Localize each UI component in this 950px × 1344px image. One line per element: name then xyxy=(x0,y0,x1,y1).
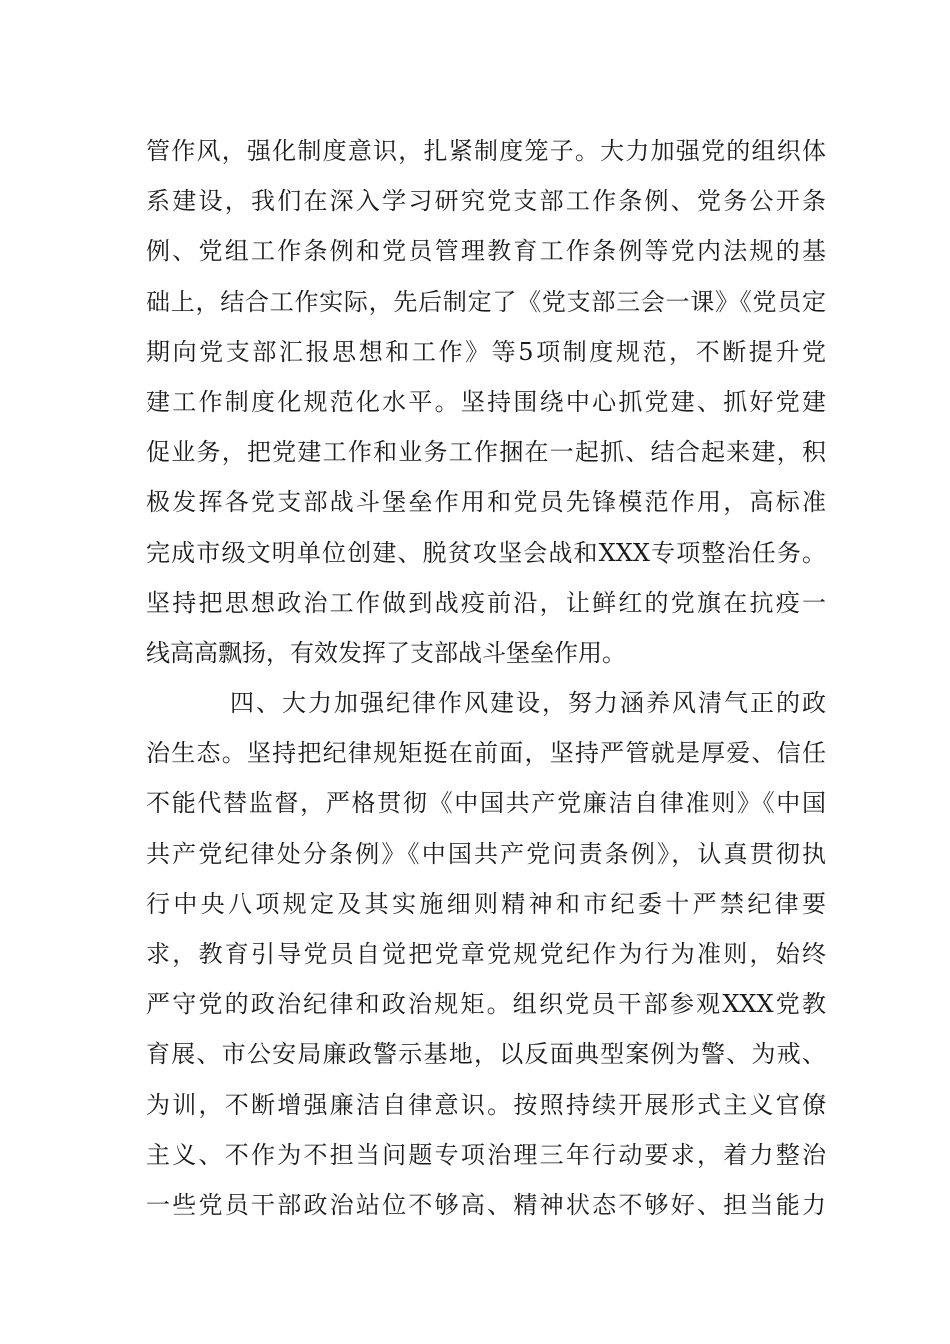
text-line: 求，教育引导党员自觉把党章党规党纪作为行为准则，始终 xyxy=(146,940,826,968)
text-line: 一些党员干部政治站位不够高、精神状态不够好、担当能力 xyxy=(146,1190,826,1219)
text-line: 严守党的政治纪律和政治规矩。组织党员干部参观XXX党教 xyxy=(146,990,826,1019)
section-heading-line: 四、大力加强纪律作风建设，努力涵养风清气正的政 xyxy=(230,689,826,718)
text-line: 行中央八项规定及其实施细则精神和市纪委十严禁纪律要 xyxy=(146,889,826,918)
text-line: 例、党组工作条例和党员管理教育工作条例等党内法规的基 xyxy=(146,237,826,266)
text-line: 坚持把思想政治工作做到战疫前沿，让鲜红的党旗在抗疫一 xyxy=(146,588,826,617)
text-line: 建工作制度化规范化水平。坚持围绕中心抓党建、抓好党建 xyxy=(146,387,826,416)
text-line: 促业务，把党建工作和业务工作捆在一起抓、结合起来建，积 xyxy=(146,438,826,467)
text-line: 为训，不断增强廉洁自律意识。按照持续开展形式主义官僚 xyxy=(146,1090,826,1119)
text-line: 完成市级文明单位创建、脱贫攻坚会战和XXX专项整治任务。 xyxy=(146,538,826,567)
text-line: 础上，结合工作实际，先后制定了《党支部三会一课》《党员定 xyxy=(146,287,826,316)
paragraph-end-line: 线高高飘扬，有效发挥了支部战斗堡垒作用。 xyxy=(146,638,626,667)
text-line: 管作风，强化制度意识，扎紧制度笼子。大力加强党的组织体 xyxy=(146,137,826,165)
text-line: 主义、不作为不担当问题专项治理三年行动要求，着力整治 xyxy=(146,1140,826,1169)
text-line: 治生态。坚持把纪律规矩挺在前面，坚持严管就是厚爱、信任 xyxy=(146,739,826,768)
text-line: 共产党纪律处分条例》《中国共产党问责条例》，认真贯彻执 xyxy=(146,839,826,868)
text-line: 育展、市公安局廉政警示基地，以反面典型案例为警、为戒、 xyxy=(146,1040,826,1069)
text-line: 系建设，我们在深入学习研究党支部工作条例、党务公开条 xyxy=(146,187,826,216)
text-line: 期向党支部汇报思想和工作》等5项制度规范，不断提升党 xyxy=(146,337,826,366)
text-line: 极发挥各党支部战斗堡垒作用和党员先锋模范作用，高标准 xyxy=(146,488,826,517)
text-line: 不能代替监督，严格贯彻《中国共产党廉洁自律准则》《中国 xyxy=(146,789,826,818)
body-text xyxy=(146,126,826,1230)
